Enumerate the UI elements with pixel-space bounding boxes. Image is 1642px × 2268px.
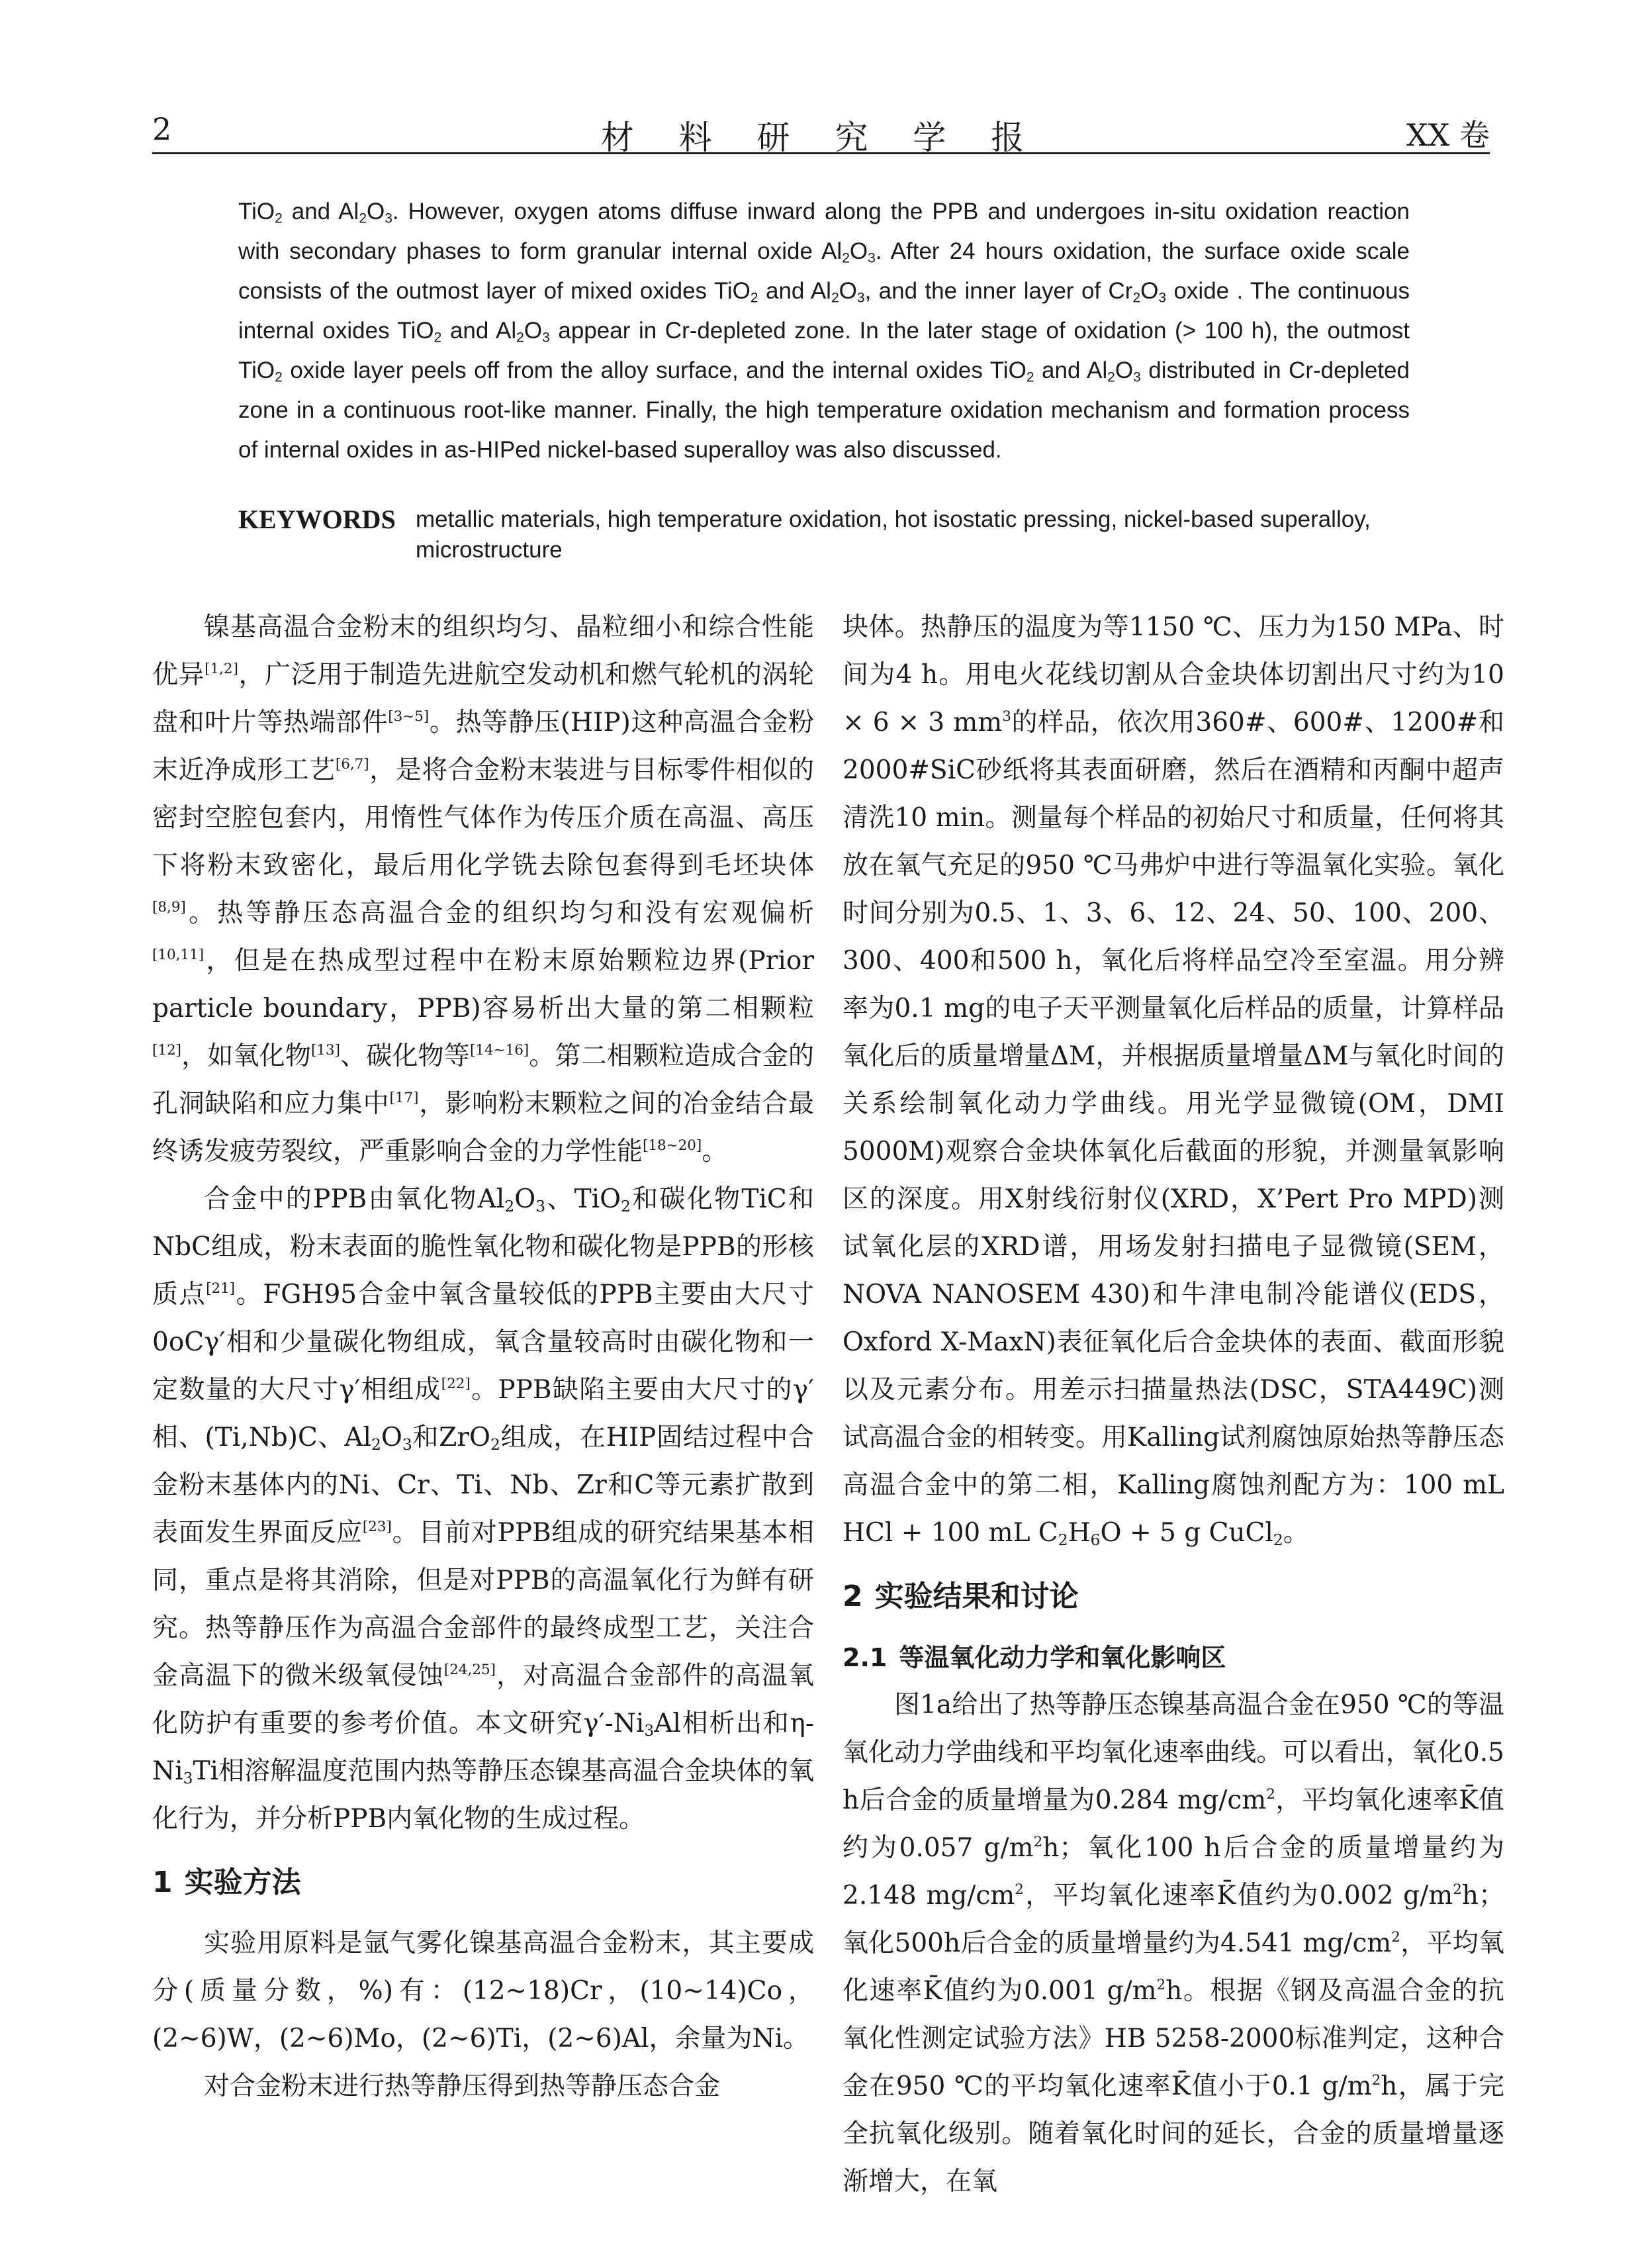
running-head (152, 106, 1490, 157)
methods-paragraph-1: 实验用原料是氩气雾化镍基高温合金粉末，其主要成分(质量分数，%)有：(12~18)Cr，(10~14)Co，(2~6)W，(2~6)Mo，(2~6)Ti，(2~6)Al，余量为Ni。 (152, 1928, 814, 2054)
section-1-heading (152, 1859, 814, 1907)
right-column (843, 604, 1504, 2197)
intro-paragraph-2: 合金中的PPB由氧化物$Al_2O_3$、TiO$_2$和碳化物TiC和NbC组成，粉末表面的脆性氧化物和碳化物是PPB的形核质点[21]。FGH95合金中氧含量较低的PPB主要由大尺寸0oCγ′相和少量碳化物组成，氧含量较高时由碳化物和一定数量的大尺寸γ′相组成[22]。PPB缺陷主要由大尺寸的γ′相、(Ti,Nb)C、$Al_2O_3$和ZrO$_2$组成，在HIP固结过程中合金粉末基体内的Ni、Cr、Ti、Nb、Zr和C等元素扩散到表面发生界面反应[23]。目前对PPB组成的研究结果基本相同，重点是将其消除，但是对PPB的高温氧化行为鲜有研究。热等静压作为高温合金部件的最终成型工艺，关注合金高温下的微米级氧侵蚀[24,25]，对高温合金部件的高温氧化防护有重要的参考价值。本文研究$\gamma'-Ni_3Al$相析出和$\eta-Ni_3Ti$相溶解温度范围内热等静压态镍基高温合金块体的氧化行为，并分析PPB内氧化物的生成过程。 (152, 1184, 815, 1834)
section-2-1-heading (843, 1634, 1504, 1681)
keywords-block (238, 504, 1410, 565)
section-1-number: 1 (152, 1866, 173, 1899)
keywords-text: metallic materials, high temperature oxidation, hot isostatic pressing, nickel-based superalloy, microstructure (416, 506, 1371, 563)
methods-paragraph-2-continued: 块体。热静压的温度为等1150 ℃、压力为150 MPa、时间为4 h。用电火花线切割从合金块体切割出尺寸约为10 × 6 × 3 $mm^3$的样品，依次用360#、600#、1200#和2000#SiC砂纸将其表面研磨，然后在酒精和丙酮中超声清洗10 min。测量每个样品的初始尺寸和质量，任何将其放在氧气充足的950 ℃马弗炉中进行等温氧化实验。氧化时间分别为0.5、1、3、6、12、24、50、100、200、300、400和500 h，氧化后将样品空冷至室温。用分辨率为0.1 mg的电子天平测量氧化后样品的质量，计算样品氧化后的质量增量ΔM，并根据质量增量ΔM与氧化时间的关系绘制氧化动力学曲线。用光学显微镜(OM，DMI 5000M)观察合金块体氧化后截面的形貌，并测量氧影响区的深度。用X射线衍射仪(XRD，X’Pert Pro MPD)测试氧化层的XRD谱，用场发射扫描电子显微镜(SEM，NOVA NANOSEM 430)和牛津电制冷能谱仪(EDS，Oxford X-MaxN)表征氧化后合金块体的表面、截面形貌以及元素分布。用差示扫描量热法(DSC，STA449C)测试高温合金的相转变。用Kalling试剂腐蚀原始热等静压态高温合金中的第二相，Kalling腐蚀剂配方为：100 mL HCl + 100 mL $C_2H_6O + 5$ g CuCl$_2$。 (843, 612, 1504, 1549)
page-number: 2 (152, 111, 172, 147)
section-2-1-title: 等温氧化动力学和氧化影响区 (899, 1643, 1226, 1672)
left-column (152, 604, 814, 2106)
abstract-english: TiO$_2$ and $Al_2O_3$. However, oxygen atoms diffuse inward along the PPB and undergoes in-situ oxidation reaction with secondary phases to form granular internal oxide $Al_2O_3$. After 24 hours oxidation, the surface oxide scale consists of the outmost layer of mixed oxides TiO$_2$ and $Al_2O_3$, and the inner layer of $Cr_2O_3$ oxide . The continuous internal oxides TiO$_2$ and $Al_2O_3$ appear in Cr-depleted zone. In the later stage of oxidation (> 100 h), the outmost TiO$_2$ oxide layer peels off from the alloy surface, and the internal oxides TiO$_2$ and $Al_2O_3$ distributed in Cr-depleted zone in a continuous root-like manner. Finally, the high temperature oxidation mechanism and formation process of internal oxides in as-HIPed nickel-based superalloy was also discussed. (238, 199, 1410, 463)
results-paragraph-1: 图1a给出了热等静压态镍基高温合金在950 ℃的等温氧化动力学曲线和平均氧化速率曲线。可以看出，氧化0.5 h后合金的质量增量为0.284 $mg/cm^2$，平均氧化速率K̄值约为0.057 $g/m^2h$；氧化100 h后合金的质量增量约为2.148 $mg/cm^2$，平均氧化速率K̄值约为0.002 $g/m^2h$；氧化500h后合金的质量增量约为4.541 $mg/cm^2$，平均氧化速率K̄值约为0.001 $g/m^2h$。根据《钢及高温合金的抗氧化性测定试验方法》HB 5258-2000标准判定，这种合金在950 ℃的平均氧化速率K̄值小于0.1 $g/m^2h$，属于完全抗氧化级别。随着氧化时间的延长，合金的质量增量逐渐增大，在氧 (843, 1690, 1504, 2197)
section-2-heading (843, 1573, 1504, 1621)
methods-paragraph-2: 对合金粉末进行热等静压得到热等静压态合金 (204, 2071, 721, 2101)
section-1-title: 实验方法 (184, 1866, 301, 1899)
section-2-number: 2 (843, 1580, 863, 1613)
keywords-label: KEYWORDS (238, 504, 396, 534)
volume-label: XX 卷 (1406, 117, 1490, 153)
intro-paragraph-1: 镍基高温合金粉末的组织均匀、晶粒细小和综合性能优异[1,2]，广泛用于制造先进航空发动机和燃气轮机的涡轮盘和叶片等热端部件[3~5]。热等静压(HIP)这种高温合金粉末近净成形工艺[6,7]，是将合金粉末装进与目标零件相似的密封空腔包套内，用惰性气体作为传压介质在高温、高压下将粉末致密化，最后用化学铣去除包套得到毛坯块体[8,9]。热等静压态高温合金的组织均匀和没有宏观偏析[10,11]，但是在热成型过程中在粉末原始颗粒边界(Prior particle boundary，PPB)容易析出大量的第二相颗粒[12]，如氧化物[13]、碳化物等[14~16]。第二相颗粒造成合金的孔洞缺陷和应力集中[17]，影响粉末颗粒之间的冶金结合最终诱发疲劳裂纹，严重影响合金的力学性能[18~20]。 (152, 612, 814, 1166)
section-2-title: 实验结果和讨论 (874, 1580, 1079, 1613)
section-2-1-number: 2.1 (843, 1643, 888, 1672)
journal-title: 材 料 研 究 学 报 (600, 118, 1042, 157)
